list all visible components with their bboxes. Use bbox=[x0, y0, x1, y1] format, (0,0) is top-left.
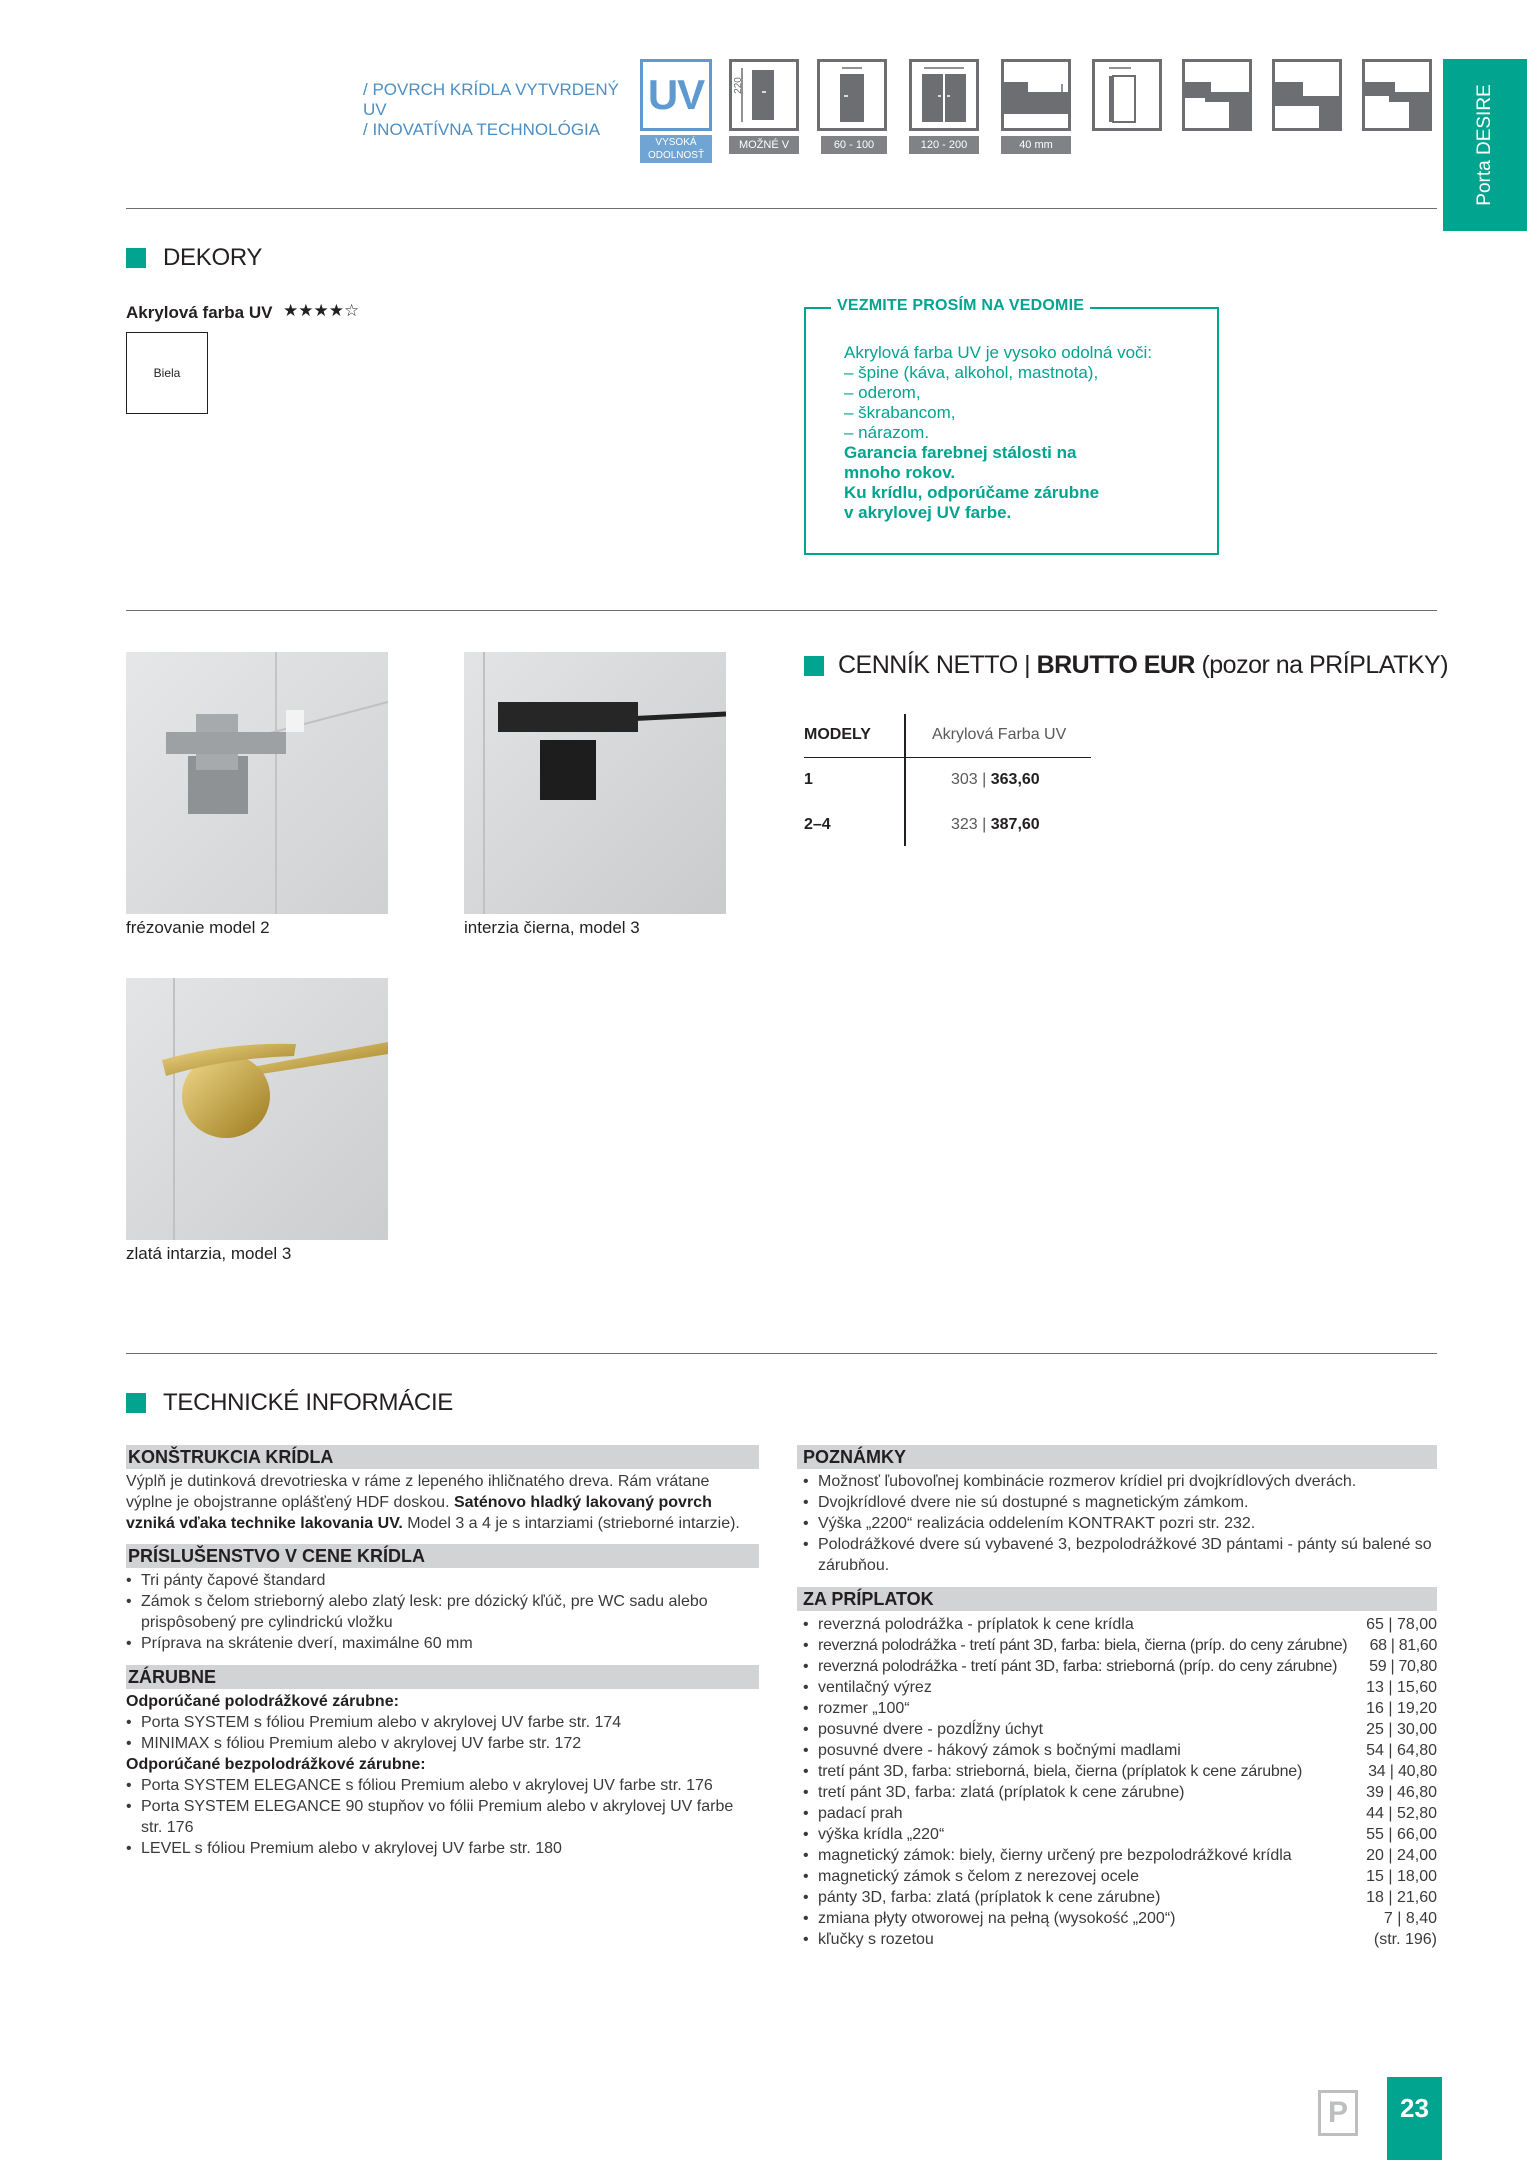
surcharge-row bbox=[803, 1698, 1437, 1719]
section-marker bbox=[126, 1393, 146, 1413]
surcharge-row bbox=[803, 1782, 1437, 1803]
surcharge-price: 20 | 24,00 bbox=[1366, 1847, 1437, 1864]
prislusenstvo-list bbox=[126, 1570, 759, 1654]
photo-silver-handle bbox=[126, 652, 388, 914]
surcharge-price: 65 | 78,00 bbox=[1366, 1616, 1437, 1633]
surcharge-label: • zmiana płyty otworowej na pełną (wysokość „200“) bbox=[803, 1908, 1175, 1929]
surcharge-label: • reverzná polodrážka - tretí pánt 3D, farba: biela, čierna (príp. do ceny zárubne) bbox=[803, 1635, 1347, 1656]
list-item: • Polodrážkové dvere sú vybavené 3, bezpolodrážkové 3D pántami - pánty sú balené so zárubňou. bbox=[803, 1534, 1437, 1576]
swatch-biela bbox=[126, 332, 208, 414]
surcharge-label: • tretí pánt 3D, farba: strieborná, biela, čierna (príplatok k cene zárubne) bbox=[803, 1761, 1302, 1782]
notice-line: – škrabancom, bbox=[844, 403, 956, 422]
list-item: • Príprava na skrátenie dverí, maximálne 60 mm bbox=[126, 1633, 759, 1654]
surcharge-row bbox=[803, 1740, 1437, 1761]
surcharge-label: • pánty 3D, farba: zlatá (príplatok k cene zárubne) bbox=[803, 1887, 1160, 1908]
side-tab bbox=[1443, 59, 1527, 231]
side-tab-label: Porta DESIRE bbox=[1474, 84, 1495, 206]
surcharge-row bbox=[803, 1845, 1437, 1866]
tech-right-column bbox=[797, 1445, 1437, 1950]
poznamky-list bbox=[797, 1471, 1437, 1576]
surcharge-price: 68 | 81,60 bbox=[1369, 1637, 1437, 1654]
header-tagline bbox=[363, 80, 625, 140]
decor-label: Akrylová farba UV bbox=[126, 303, 273, 322]
notice-title: VEZMITE PROSÍM NA VEDOMIE bbox=[831, 297, 1090, 315]
surcharge-row bbox=[803, 1761, 1437, 1782]
surcharge-row bbox=[803, 1824, 1437, 1845]
surcharge-label: • kľučky s rozetou bbox=[803, 1929, 934, 1950]
surcharge-label: • magnetický zámok s čelom z nerezovej ocele bbox=[803, 1866, 1139, 1887]
surcharge-row bbox=[803, 1887, 1437, 1908]
surcharge-price: 25 | 30,00 bbox=[1366, 1721, 1437, 1738]
uv-badge: UV bbox=[640, 59, 712, 131]
rating-stars: ★★★★☆ bbox=[283, 301, 360, 320]
price-brutto: 387,60 bbox=[990, 816, 1040, 833]
pricing-title bbox=[838, 651, 1448, 680]
price-netto: 323 | bbox=[951, 816, 991, 833]
col-header-models: MODELY bbox=[804, 726, 871, 743]
list-item: • LEVEL s fóliou Premium alebo v akrylovej UV farbe str. 180 bbox=[126, 1838, 759, 1859]
surcharge-table bbox=[797, 1614, 1437, 1950]
surcharge-row bbox=[803, 1908, 1437, 1929]
page-number: 23 bbox=[1387, 2077, 1442, 2160]
photo-caption: frézovanie model 2 bbox=[126, 918, 270, 937]
list-item: • Porta SYSTEM ELEGANCE s fóliou Premium alebo v akrylovej UV farbe str. 176 bbox=[126, 1775, 759, 1796]
reverse-rebate-icon bbox=[1362, 59, 1432, 131]
price-netto: 303 | bbox=[951, 771, 991, 788]
surcharge-label: • posuvné dvere - hákový zámok s bočnými madlami bbox=[803, 1740, 1181, 1761]
priplatok-heading: ZA PRÍPLATOK bbox=[797, 1587, 1437, 1611]
table-divider bbox=[904, 714, 906, 846]
surcharge-label: • výška krídla „220“ bbox=[803, 1824, 944, 1845]
photo-gold-handle bbox=[126, 978, 388, 1240]
zarubne-subheading: Odporúčané polodrážkové zárubne: bbox=[126, 1693, 399, 1710]
notice-bold-line: v akrylovej UV farbe. bbox=[844, 503, 1012, 522]
surcharge-price: 18 | 21,60 bbox=[1366, 1889, 1437, 1906]
surcharge-label: • rozmer „100“ bbox=[803, 1698, 910, 1719]
price-brutto: 363,60 bbox=[990, 771, 1040, 788]
uv-label-line-1: VYSOKÁ bbox=[655, 137, 697, 148]
zarubne-list bbox=[126, 1691, 759, 1859]
section-marker bbox=[126, 248, 146, 268]
non-rebated-profile-icon bbox=[1272, 59, 1342, 131]
surcharge-price: 15 | 18,00 bbox=[1366, 1868, 1437, 1885]
notice-line: – oderom, bbox=[844, 383, 921, 402]
divider bbox=[126, 1353, 1437, 1354]
list-item: • Tri pánty čapové štandard bbox=[126, 1570, 759, 1591]
surcharge-row bbox=[803, 1866, 1437, 1887]
list-item: • Porta SYSTEM ELEGANCE 90 stupňov vo fólii Premium alebo v akrylovej UV farbe str. 176 bbox=[126, 1796, 759, 1838]
list-item: • Možnosť ľubovoľnej kombinácie rozmerov krídiel pri dvojkrídlových dverách. bbox=[803, 1471, 1437, 1492]
list-item: • Výška „2200“ realizácia oddelením KONTRAKT pozri str. 232. bbox=[803, 1513, 1437, 1534]
uv-label-line-2: ODOLNOSŤ bbox=[647, 150, 705, 161]
surcharge-row bbox=[803, 1719, 1437, 1740]
list-item: • Dvojkrídlové dvere nie sú dostupné s magnetickým zámkom. bbox=[803, 1492, 1437, 1513]
surcharge-row bbox=[803, 1614, 1437, 1635]
surcharge-row bbox=[803, 1635, 1437, 1656]
pricing-title-a: CENNÍK NETTO | bbox=[838, 651, 1037, 679]
frame-depth-icon bbox=[1092, 59, 1162, 131]
price-value bbox=[951, 816, 1040, 834]
icon-label-double-width: 120 - 200 bbox=[909, 136, 979, 154]
porta-logo-icon: P bbox=[1318, 2090, 1358, 2136]
pricing-title-c: (pozor na PRÍPLATKY) bbox=[1195, 651, 1449, 679]
price-value bbox=[951, 771, 1040, 789]
swatch-label: Biela bbox=[153, 366, 181, 380]
surcharge-price: 34 | 40,80 bbox=[1368, 1763, 1437, 1780]
single-door-width-icon bbox=[817, 59, 887, 131]
zarubne-heading: ZÁRUBNE bbox=[126, 1665, 759, 1689]
surcharge-row bbox=[803, 1656, 1437, 1677]
notice-bold-line: Garancia farebnej stálosti na bbox=[844, 443, 1077, 462]
surcharge-label: • reverzná polodrážka - príplatok k cene krídla bbox=[803, 1614, 1134, 1635]
tech-left-column bbox=[126, 1445, 759, 1859]
notice-line: – nárazom. bbox=[844, 423, 930, 442]
surcharge-label: • reverzná polodrážka - tretí pánt 3D, farba: strieborná (príp. do ceny zárubne) bbox=[803, 1656, 1337, 1677]
section-marker bbox=[804, 656, 824, 676]
surcharge-price: 59 | 70,80 bbox=[1369, 1658, 1437, 1675]
konstrukcia-text-1: Výplň je dutinková drevotrieska v ráme z lepeného ihličnatého dreva. Rám vrátane výplne je obojstranne oplášťený HDF doskou. bbox=[126, 1473, 710, 1511]
surcharge-row bbox=[803, 1677, 1437, 1698]
konstrukcia-text bbox=[126, 1471, 759, 1534]
dekory-title: DEKORY bbox=[163, 244, 263, 271]
table-divider bbox=[804, 757, 1091, 758]
list-item: • Zámok s čelom strieborný alebo zlatý lesk: pre dózický kľúč, pre WC sadu alebo prispôsobený pre cylindrickú vložku bbox=[126, 1591, 759, 1633]
price-model: 1 bbox=[804, 771, 813, 788]
header-line-2: / INOVATÍVNA TECHNOLÓGIA bbox=[363, 120, 601, 139]
surcharge-price: 44 | 52,80 bbox=[1366, 1805, 1437, 1822]
surcharge-price: 13 | 15,60 bbox=[1366, 1679, 1437, 1696]
notice-line: Akrylová farba UV je vysoko odolná voči: bbox=[844, 343, 1153, 362]
konstrukcia-bold: Saténovo hladký lakovaný povrch vzniká vďaka technike lakovania UV. bbox=[126, 1494, 712, 1532]
list-item: • MINIMAX s fóliou Premium alebo v akrylovej UV farbe str. 172 bbox=[126, 1733, 759, 1754]
header-line-1: / POVRCH KRÍDLA VYTVRDENÝ UV bbox=[363, 80, 620, 119]
double-door-width-icon bbox=[909, 59, 979, 131]
icon-label-height: MOŽNÉ V 220 bbox=[729, 136, 799, 154]
photo-caption: zlatá intarzia, model 3 bbox=[126, 1244, 292, 1263]
rebated-profile-icon bbox=[1182, 59, 1252, 131]
prislusenstvo-heading: PRÍSLUŠENSTVO V CENE KRÍDLA bbox=[126, 1544, 759, 1568]
uv-badge-label bbox=[640, 135, 712, 163]
list-item: • Porta SYSTEM s fóliou Premium alebo v akrylovej UV farbe str. 174 bbox=[126, 1712, 759, 1733]
icon-label-single-width: 60 - 100 bbox=[821, 136, 887, 154]
height-value: 220 bbox=[732, 77, 744, 94]
notice-body bbox=[844, 343, 1184, 523]
door-thickness-icon bbox=[1001, 59, 1071, 131]
zarubne-subheading: Odporúčané bezpolodrážkové zárubne: bbox=[126, 1756, 426, 1773]
surcharge-label: • posuvné dvere - pozdĺžny úchyt bbox=[803, 1719, 1043, 1740]
notice-bold-line: mnoho rokov. bbox=[844, 463, 956, 482]
price-model: 2–4 bbox=[804, 816, 831, 833]
surcharge-row bbox=[803, 1803, 1437, 1824]
icon-label-thickness: 40 mm bbox=[1001, 136, 1071, 154]
photo-black-handle bbox=[464, 652, 726, 914]
surcharge-price: (str. 196) bbox=[1373, 1931, 1437, 1948]
tech-title: TECHNICKÉ INFORMÁCIE bbox=[163, 1389, 454, 1416]
surcharge-price: 39 | 46,80 bbox=[1366, 1784, 1437, 1801]
pricing-title-b: BRUTTO EUR bbox=[1036, 651, 1195, 679]
surcharge-label: • tretí pánt 3D, farba: zlatá (príplatok k cene zárubne) bbox=[803, 1782, 1184, 1803]
notice-bold-line: Ku krídlu, odporúčame zárubne bbox=[844, 483, 1100, 502]
surcharge-price: 16 | 19,20 bbox=[1366, 1700, 1437, 1717]
divider bbox=[126, 610, 1437, 611]
surcharge-price: 55 | 66,00 bbox=[1366, 1826, 1437, 1843]
col-header-finish: Akrylová Farba UV bbox=[932, 726, 1067, 743]
divider bbox=[126, 208, 1437, 209]
konstrukcia-heading: KONŠTRUKCIA KRÍDLA bbox=[126, 1445, 759, 1469]
photo-caption: interzia čierna, model 3 bbox=[464, 918, 640, 937]
notice-line: – špine (káva, alkohol, mastnota), bbox=[844, 363, 1099, 382]
surcharge-price: 54 | 64,80 bbox=[1366, 1742, 1437, 1759]
surcharge-label: • ventilačný výrez bbox=[803, 1677, 932, 1698]
surcharge-label: • padací prah bbox=[803, 1803, 903, 1824]
surcharge-label: • magnetický zámok: biely, čierny určený pre bezpolodrážkové krídla bbox=[803, 1845, 1292, 1866]
door-height-icon bbox=[729, 59, 799, 131]
surcharge-price: 7 | 8,40 bbox=[1383, 1910, 1437, 1927]
poznamky-heading: POZNÁMKY bbox=[797, 1445, 1437, 1469]
surcharge-row bbox=[803, 1929, 1437, 1950]
konstrukcia-text-2: Model 3 a 4 je s intarziami (strieborné intarzie). bbox=[402, 1515, 740, 1532]
